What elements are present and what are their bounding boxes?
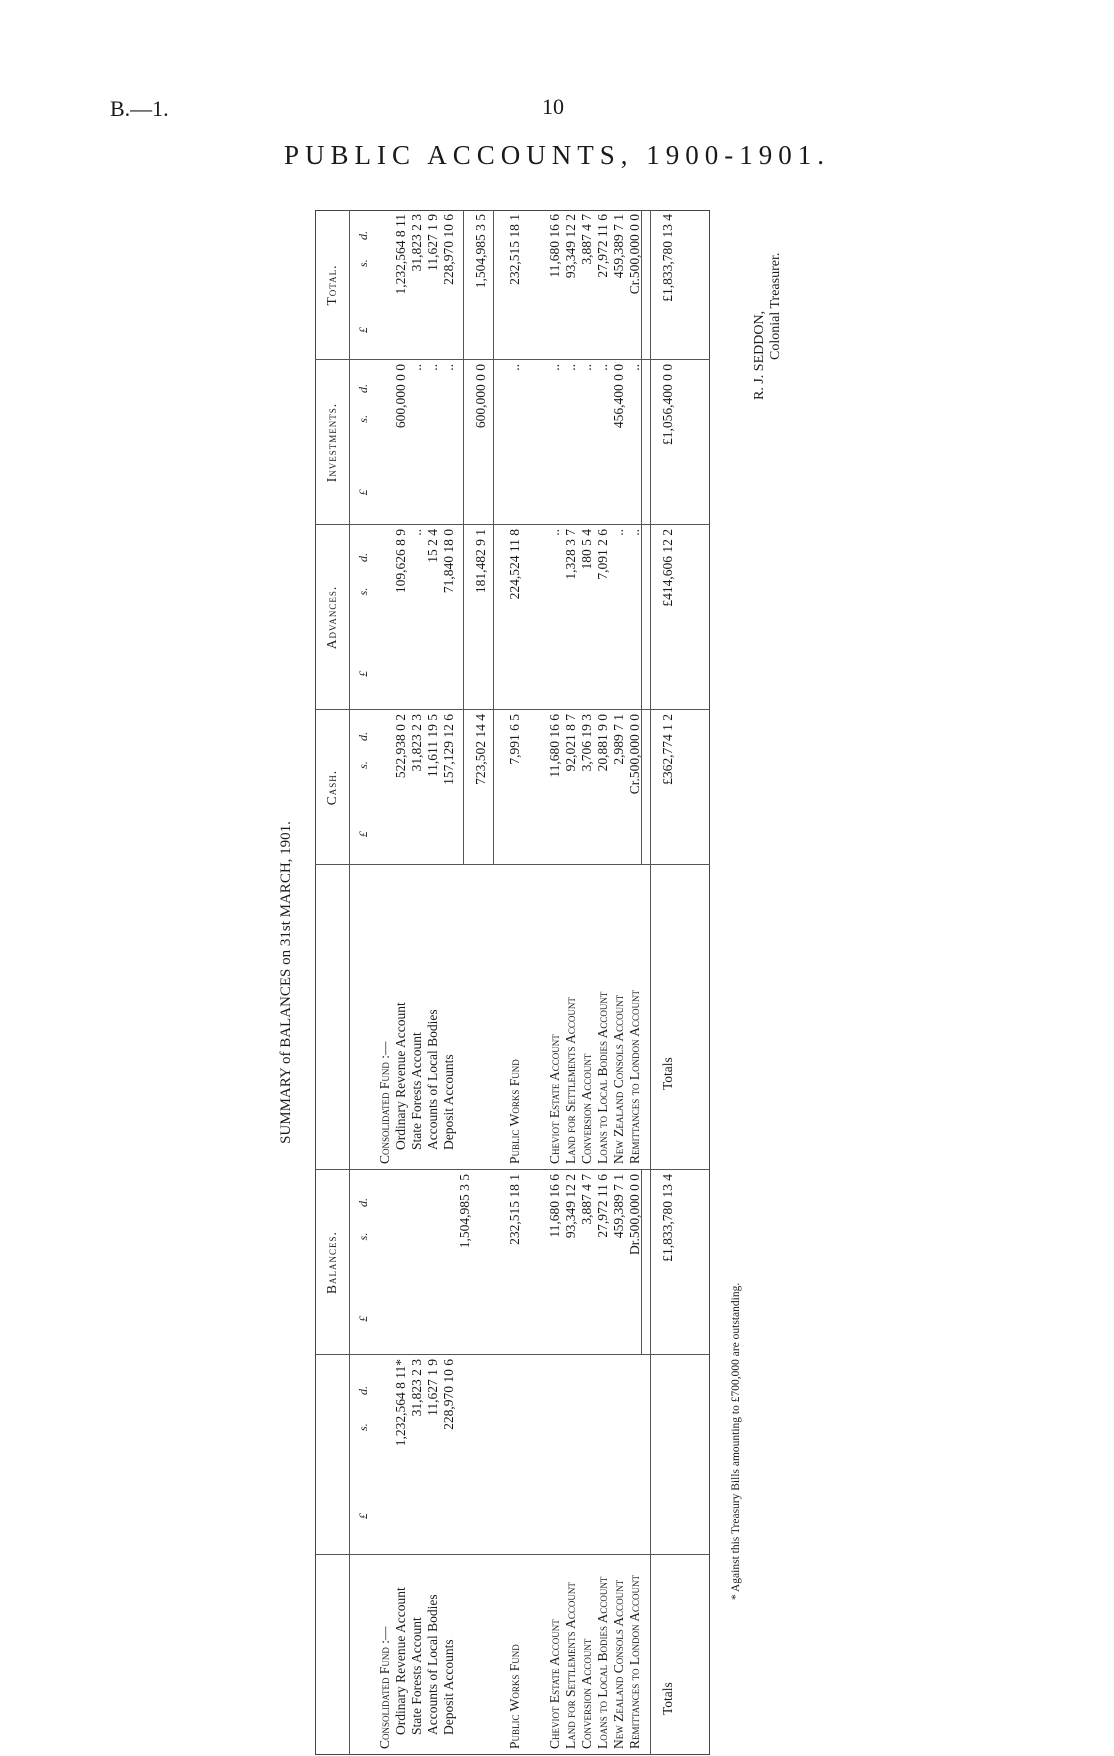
value-total: 1,232,564 8 11 [393, 214, 408, 295]
value-investments: .. [409, 364, 424, 371]
heading-investments: Investments. [324, 402, 339, 483]
label-item: Ordinary Revenue Account [393, 1002, 408, 1150]
value-advances: 71,840 18 0 [441, 529, 456, 594]
label-account: Land for Settlements Account [563, 997, 578, 1164]
value-account-total: 11,680 16 6 [547, 214, 562, 278]
unit-pounds: £ [356, 327, 370, 333]
value-item: 11,627 1 9 [425, 1359, 440, 1416]
table-title: SUMMARY of BALANCES on 31st MARCH, 1901. [278, 821, 294, 1144]
table-rule [650, 210, 651, 1755]
footnote: * Against this Treasury Bills amounting to £700,000 are outstanding. [730, 1282, 742, 1600]
value-account-total: 93,349 12 2 [563, 214, 578, 279]
label-account: Land for Settlements Account [563, 1582, 578, 1749]
value-pw-advances: 224,524 11 8 [507, 529, 522, 600]
value-subtotal-advances: 181,482 9 1 [473, 529, 488, 594]
label-totals: Totals [660, 1682, 675, 1715]
label-item: Deposit Accounts [441, 1639, 456, 1735]
value-subtotal-cash: 723,502 14 4 [473, 714, 488, 785]
value-totals-cash: £362,774 1 2 [660, 714, 675, 785]
value-account-advances: .. [627, 529, 642, 536]
value-item: 1,232,564 8 11* [393, 1359, 408, 1447]
value-account-total: 3,887 4 7 [579, 214, 594, 265]
value-account-cash: 11,680 16 6 [547, 714, 562, 778]
value-subtotal-total: 1,504,985 3 5 [473, 214, 488, 289]
label-account: Remittances to London Account [627, 1575, 642, 1749]
value-pw-cash: 7,991 6 5 [507, 714, 522, 765]
value-account-advances: 1,328 3 7 [563, 529, 578, 580]
value-account: Dr.500,000 0 0 [627, 1174, 642, 1255]
unit-shillings: s. [356, 1423, 370, 1431]
value-advances: 109,626 8 9 [393, 529, 408, 594]
value-account-investments: .. [547, 364, 562, 371]
signature-name: R. J. SEDDON, [752, 310, 767, 400]
unit-pence: d. [356, 384, 370, 393]
value-pw-total: 232,515 18 1 [507, 214, 522, 285]
label-account: Conversion Account [579, 1053, 594, 1164]
value-total: 31,823 2 3 [409, 214, 424, 272]
value-totals-advances: £414,606 12 2 [660, 529, 675, 607]
label-account: Remittances to London Account [627, 990, 642, 1164]
value-account-cash: 92,021 8 7 [563, 714, 578, 772]
label-item: State Forests Account [409, 1617, 424, 1735]
value-advances: .. [409, 529, 424, 536]
value-pw-investments: .. [507, 364, 522, 371]
table-rule [493, 210, 494, 865]
value-total: 228,970 10 6 [441, 214, 456, 285]
unit-pounds: £ [356, 831, 370, 838]
value-account-total: 27,972 11 6 [595, 214, 610, 278]
heading-total: Total. [324, 264, 339, 306]
label-item: Ordinary Revenue Account [393, 1587, 408, 1735]
heading-balances: Balances. [324, 1231, 339, 1294]
label-account: New Zealand Consols Account [611, 1579, 626, 1749]
value-account-cash: 3,706 19 3 [579, 714, 594, 772]
summary-table-rotated [278, 210, 710, 1755]
value-account-total: 459,389 7 1 [611, 214, 626, 279]
value-investments: .. [441, 364, 456, 371]
value-account: 11,680 16 6 [547, 1174, 562, 1238]
value-account: 3,887 4 7 [579, 1174, 594, 1225]
value-advances: 15 2 4 [425, 529, 440, 563]
value-totals-investments: £1,056,400 0 0 [660, 364, 675, 445]
label-account: Loans to Local Bodies Account [595, 991, 610, 1164]
label-item: Accounts of Local Bodies [425, 1594, 440, 1735]
label-totals: Totals [660, 1057, 675, 1090]
unit-shillings: s. [356, 587, 370, 596]
label-account: New Zealand Consols Account [611, 994, 626, 1164]
label-account: Cheviot Estate Account [547, 1619, 562, 1749]
heading-advances: Advances. [324, 585, 339, 650]
page-number: 10 [542, 94, 564, 119]
value-account-advances: .. [547, 529, 562, 536]
label-item: Accounts of Local Bodies [425, 1009, 440, 1150]
value-investments: 600,000 0 0 [393, 364, 408, 429]
unit-pence: d. [356, 231, 370, 240]
value-item: 31,823 2 3 [409, 1359, 424, 1417]
value-account-cash: Cr.500,000 0 0 [627, 714, 642, 795]
value-item: 228,970 10 6 [441, 1359, 456, 1430]
signature-block [752, 253, 784, 400]
value-account-investments: .. [563, 364, 578, 371]
label-consolidated-fund: Consolidated Fund :— [377, 1041, 392, 1164]
label-public-works: Public Works Fund [507, 1644, 522, 1749]
value-subtotal-investments: 600,000 0 0 [473, 364, 488, 429]
value-account-advances: .. [611, 529, 626, 536]
value-account-total: Cr.500,000 0 0 [627, 214, 642, 295]
label-account: Cheviot Estate Account [547, 1034, 562, 1164]
value-cash: 11,611 19 5 [425, 714, 440, 778]
value-investments: .. [425, 364, 440, 371]
unit-pence: d. [356, 1198, 370, 1207]
value-cash: 522,938 0 2 [393, 714, 408, 779]
value-account-investments: .. [579, 364, 594, 371]
value-account-cash: 2,989 7 1 [611, 714, 626, 765]
label-item: Deposit Accounts [441, 1054, 456, 1150]
heading-cash: Cash. [324, 769, 339, 806]
value-account-advances: 180 5 4 [579, 529, 594, 570]
value-public-works: 232,515 18 1 [507, 1174, 522, 1245]
value-total: 11,627 1 9 [425, 214, 440, 271]
unit-pounds: £ [356, 1513, 370, 1519]
value-cash: 31,823 2 3 [409, 714, 424, 772]
label-consolidated-fund: Consolidated Fund :— [377, 1626, 392, 1749]
value-account: 27,972 11 6 [595, 1174, 610, 1238]
table-rule [463, 210, 464, 865]
label-public-works: Public Works Fund [507, 1059, 522, 1164]
label-account: Loans to Local Bodies Account [595, 1576, 610, 1749]
page-title: PUBLIC ACCOUNTS, 1900-1901. [283, 140, 831, 170]
value-totals-total: £1,833,780 13 4 [660, 214, 675, 302]
unit-pounds: £ [356, 670, 370, 677]
label-item: State Forests Account [409, 1032, 424, 1150]
value-account-investments: .. [595, 364, 610, 371]
unit-pounds: £ [356, 489, 370, 496]
value-account: 93,349 12 2 [563, 1174, 578, 1239]
unit-pounds: £ [356, 1315, 370, 1322]
value-totals: £1,833,780 13 4 [660, 1174, 675, 1262]
value-account-advances: 7,091 2 6 [595, 529, 610, 580]
table-rule [349, 210, 350, 1755]
value-account-investments: .. [627, 364, 642, 371]
unit-pence: d. [356, 553, 370, 562]
unit-pence: d. [356, 1386, 370, 1395]
document-reference: B.—1. [110, 96, 169, 121]
value-cash: 157,129 12 6 [441, 714, 456, 785]
value-account: 459,389 7 1 [611, 1174, 626, 1239]
unit-pence: d. [356, 732, 370, 741]
unit-shillings: s. [356, 1232, 370, 1241]
unit-shillings: s. [356, 415, 370, 423]
label-account: Conversion Account [579, 1638, 594, 1749]
value-account-cash: 20,881 9 0 [595, 714, 610, 772]
signature-role: Colonial Treasurer. [768, 252, 783, 360]
value-account-investments: 456,400 0 0 [611, 364, 626, 429]
unit-shillings: s. [356, 259, 370, 267]
value-subtotal: 1,504,985 3 5 [457, 1174, 472, 1249]
unit-shillings: s. [356, 761, 370, 769]
